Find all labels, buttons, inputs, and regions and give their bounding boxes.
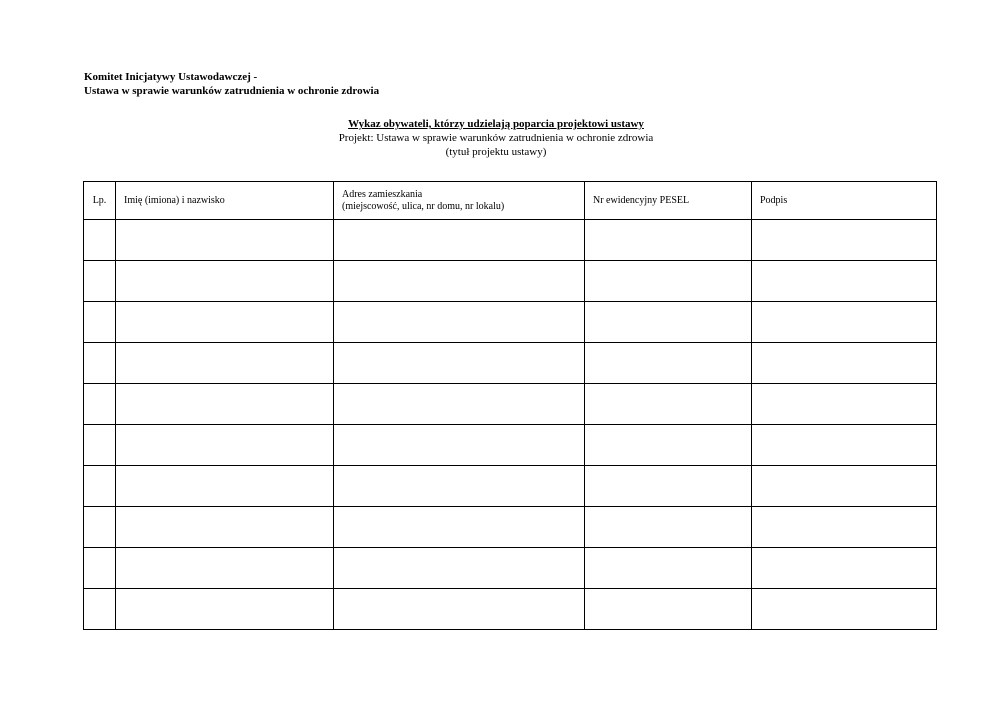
table-row [84,220,937,261]
header-pesel: Nr ewidencyjny PESEL [585,182,752,220]
cell-signature[interactable] [752,302,937,343]
cell-name[interactable] [116,302,334,343]
cell-pesel[interactable] [585,343,752,384]
header-address-detail: (miejscowość, ulica, nr domu, nr lokalu) [342,200,505,212]
header-address [334,182,585,220]
cell-name[interactable] [116,425,334,466]
header-lp: Lp. [84,182,116,220]
cell-lp[interactable] [84,589,116,630]
header-signature: Podpis [752,182,937,220]
cell-lp[interactable] [84,425,116,466]
table-row [84,548,937,589]
committee-bill-title: Ustawa w sprawie warunków zatrudnienia w ochronie zdrowia [84,85,380,97]
cell-lp[interactable] [84,466,116,507]
committee-name: Komitet Inicjatywy Ustawodawczej - [84,71,258,83]
table-row [84,302,937,343]
cell-address[interactable] [334,466,585,507]
header-name: Imię (imiona) i nazwisko [116,182,334,220]
table-row [84,343,937,384]
cell-name[interactable] [116,589,334,630]
cell-address[interactable] [334,302,585,343]
cell-name[interactable] [116,507,334,548]
cell-lp[interactable] [84,548,116,589]
cell-address[interactable] [334,343,585,384]
cell-signature[interactable] [752,507,937,548]
signatures-table [83,181,937,630]
cell-lp[interactable] [84,384,116,425]
cell-signature[interactable] [752,261,937,302]
table-row [84,466,937,507]
cell-address[interactable] [334,589,585,630]
cell-name[interactable] [116,548,334,589]
cell-pesel[interactable] [585,302,752,343]
table-row [84,384,937,425]
cell-lp[interactable] [84,302,116,343]
cell-name[interactable] [116,466,334,507]
table-row [84,425,937,466]
cell-signature[interactable] [752,589,937,630]
cell-signature[interactable] [752,425,937,466]
cell-signature[interactable] [752,384,937,425]
cell-signature[interactable] [752,548,937,589]
cell-lp[interactable] [84,343,116,384]
cell-name[interactable] [116,384,334,425]
committee-header [84,70,379,98]
table-row [84,507,937,548]
cell-signature[interactable] [752,220,937,261]
table-row [84,261,937,302]
cell-address[interactable] [334,507,585,548]
cell-signature[interactable] [752,343,937,384]
cell-address[interactable] [334,425,585,466]
table-row [84,589,937,630]
list-title-block [0,117,992,159]
list-heading: Wykaz obywateli, którzy udzielają poparcia projektowi ustawy [348,118,644,130]
cell-pesel[interactable] [585,466,752,507]
table-header-row [84,182,937,220]
cell-address[interactable] [334,548,585,589]
cell-lp[interactable] [84,220,116,261]
table-body [84,220,937,630]
project-title-note: (tytuł projektu ustawy) [445,146,547,158]
cell-pesel[interactable] [585,548,752,589]
cell-address[interactable] [334,261,585,302]
cell-name[interactable] [116,261,334,302]
cell-address[interactable] [334,384,585,425]
cell-name[interactable] [116,343,334,384]
cell-lp[interactable] [84,507,116,548]
cell-pesel[interactable] [585,425,752,466]
project-title: Projekt: Ustawa w sprawie warunków zatrudnienia w ochronie zdrowia [338,132,654,144]
cell-pesel[interactable] [585,261,752,302]
cell-pesel[interactable] [585,507,752,548]
cell-pesel[interactable] [585,384,752,425]
cell-lp[interactable] [84,261,116,302]
header-address-title: Adres zamieszkania [342,188,423,200]
cell-pesel[interactable] [585,589,752,630]
cell-name[interactable] [116,220,334,261]
cell-signature[interactable] [752,466,937,507]
cell-pesel[interactable] [585,220,752,261]
cell-address[interactable] [334,220,585,261]
